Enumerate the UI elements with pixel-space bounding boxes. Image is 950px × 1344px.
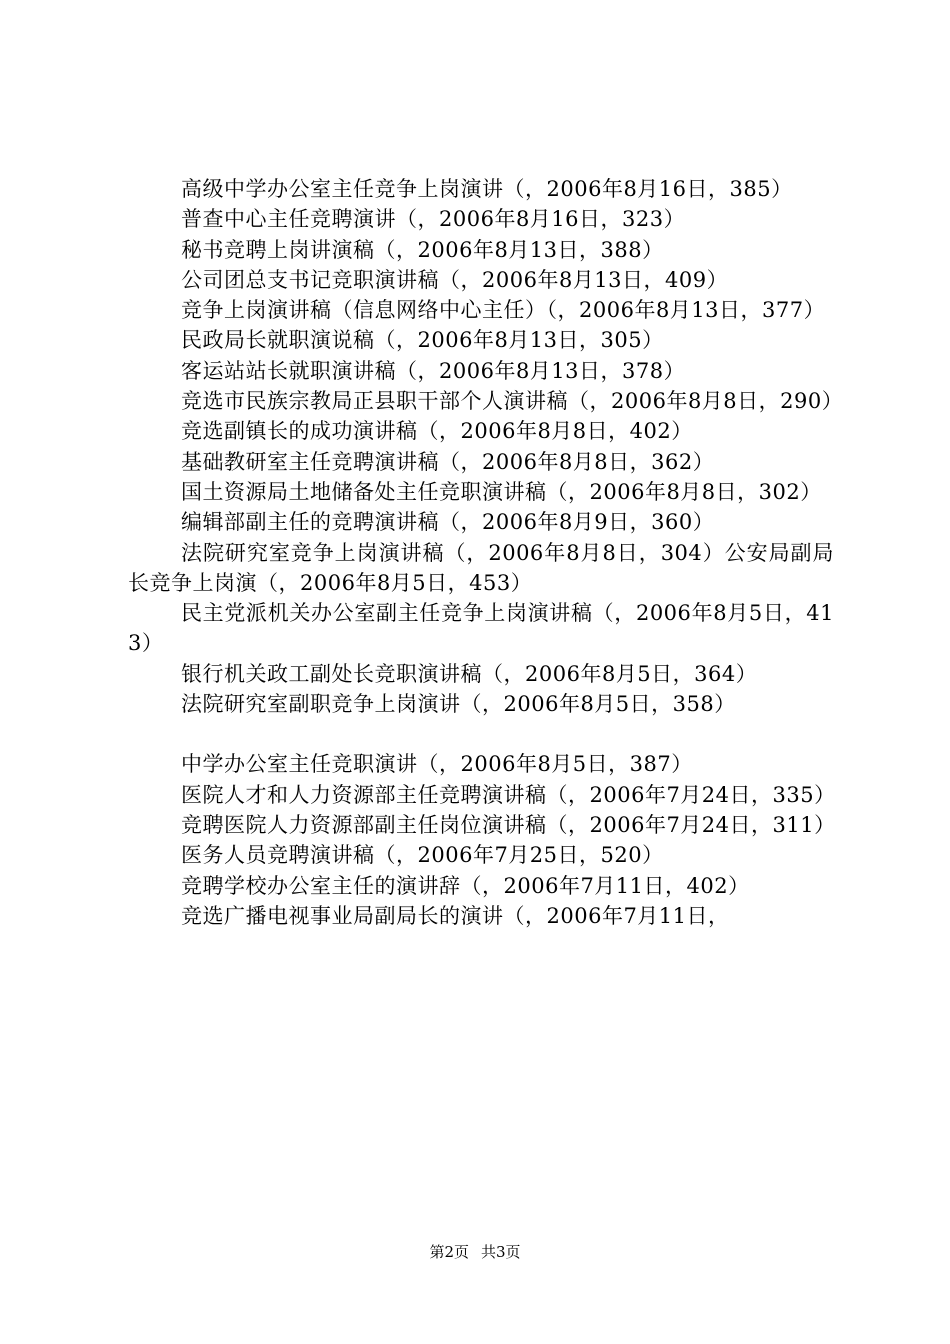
page-footer (0, 1242, 950, 1262)
list-item: 民政局长就职演说稿（，2006年8月13日，305） (181, 328, 664, 353)
page-number: 第2页 (429, 1243, 469, 1261)
list-item: 高级中学办公室主任竞争上岗演讲（，2006年8月16日，385） (181, 177, 793, 201)
list-item: 普查中心主任竞聘演讲（，2006年8月16日，323） (181, 207, 686, 232)
list-item: 中学办公室主任竞职演讲（，2006年8月5日，387） (181, 752, 693, 777)
list-item: 竞争上岗演讲稿（信息网络中心主任）（，2006年8月13日，377） (181, 298, 826, 323)
list-item: 竞聘医院人力资源部副主任岗位演讲稿（，2006年7月24日，311） (181, 812, 836, 837)
list-item: 民主党派机关办公室副主任竞争上岗演讲稿（，2006年8月5日，413） (128, 601, 834, 656)
list-item: 编辑部副主任的竞聘演讲稿（，2006年8月9日，360） (181, 510, 715, 535)
list-item: 银行机关政工副处长竞职演讲稿（，2006年8月5日，364） (181, 661, 758, 686)
list-item: 客运站站长就职演讲稿（，2006年8月13日，378） (181, 358, 686, 383)
list-item: 法院研究室竞争上岗演讲稿（，2006年8月8日，304）公安局副局长竞争上岗演（，2006年8月5日，453） (128, 540, 834, 595)
list-item: 国土资源局土地储备处主任竞职演讲稿（，2006年8月8日，302） (181, 479, 822, 504)
list-item: 竞聘学校办公室主任的演讲辞（，2006年7月11日，402） (181, 873, 750, 898)
list-item: 法院研究室副职竞争上岗演讲（，2006年8月5日，358） (181, 692, 736, 717)
list-item: 公司团总支书记竞职演讲稿（，2006年8月13日，409） (181, 267, 729, 292)
list-item: 基础教研室主任竞聘演讲稿（，2006年8月8日，362） (181, 449, 715, 474)
page-total: 共3页 (481, 1243, 521, 1261)
list-item: 竞选市民族宗教局正县职干部个人演讲稿（，2006年8月8日，290） (181, 389, 844, 414)
list-item: 医院人才和人力资源部主任竞聘演讲稿（，2006年7月24日，335） (181, 782, 836, 807)
article-list (128, 174, 844, 931)
list-item: 秘书竞聘上岗讲演稿（，2006年8月13日，388） (181, 237, 664, 262)
list-item: 医务人员竞聘演讲稿（，2006年7月25日，520） (181, 843, 664, 868)
list-item: 竞选广播电视事业局副局长的演讲（，2006年7月11日， (181, 903, 730, 928)
list-item: 竞选副镇长的成功演讲稿（，2006年8月8日，402） (181, 419, 693, 444)
